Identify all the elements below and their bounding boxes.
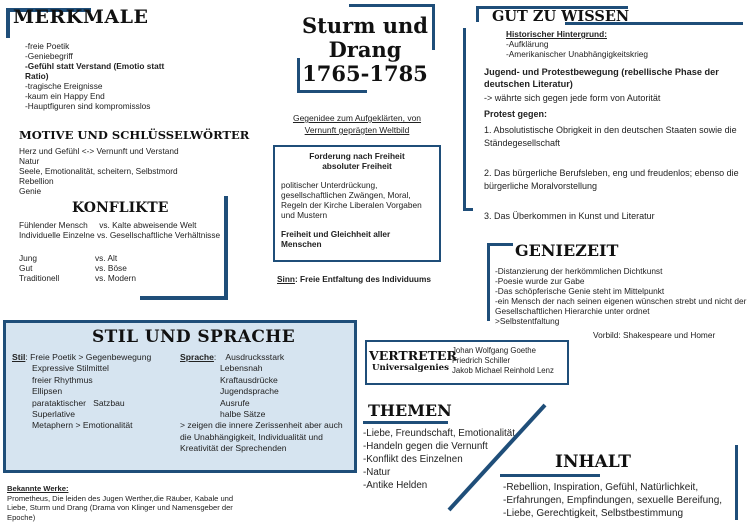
- list-item: Ellipsen: [32, 386, 63, 397]
- stil-label: Stil: [12, 352, 26, 362]
- konflikte-intro-line: Fühlender Mensch vs. Kalte abweisende Welt: [19, 220, 197, 230]
- list-item: -kaum ein Happy End: [25, 91, 105, 101]
- forderung-body: politischer Unterdrückung, gesellschaftlichen Zwängen, Moral, Regeln der Kirche Liberalen Vorgaben und Mustern: [281, 180, 422, 220]
- list-item: -Distanzierung der herkömmlichen Dichtkunst: [495, 266, 663, 276]
- vertreter-title: VERTRETER: [369, 348, 457, 363]
- list-item: -Rebellion, Inspiration, Gefühl, Natürlichkeit,: [503, 482, 699, 493]
- list-item: -Amerikanischer Unabhängigkeitskrieg: [506, 49, 649, 59]
- list-item: freier Rhythmus: [32, 374, 93, 385]
- list-item: -Das schöpferische Genie steht im Mittelpunkt: [495, 286, 665, 296]
- list-item: parataktischer Satzbau: [32, 397, 125, 408]
- vertreter-sub: Universalgenies: [372, 363, 449, 373]
- list-item: Lebensnah: [220, 363, 263, 374]
- sprache-summary: > zeigen die innere Zerissenheit aber auch die Unabhängigkeit, Individualität und Kreativität der Sprechenden: [180, 420, 343, 454]
- list-item: -Liebe, Gerechtigkeit, Selbstbestimmung: [503, 508, 684, 519]
- geniezeit-title: GENIEZEIT: [515, 241, 619, 260]
- gut-jugend-sub: -> währte sich gegen jede form von Autorität: [484, 93, 661, 103]
- konflikt-right: vs. Böse: [95, 263, 127, 273]
- list-item: Rebellion: [19, 176, 54, 186]
- inhalt-title: INHALT: [555, 452, 631, 472]
- list-item: Jugendsprache: [220, 386, 279, 397]
- list-item: halbe Sätze: [220, 409, 266, 420]
- konflikte-title: KONFLIKTE: [72, 200, 169, 216]
- sprache-first-text: : Ausdrucksstark: [213, 352, 285, 362]
- konflikt-right: vs. Alt: [95, 253, 118, 263]
- list-item: Johan Wolfgang Goethe: [452, 346, 536, 355]
- list-item: -Gefühl statt Verstand (Emotio statt Ratio): [25, 61, 165, 81]
- list-item: Metaphern > Emotionalität: [32, 420, 133, 431]
- page-years: 1765-1785: [302, 61, 428, 86]
- list-item: -Antike Helden: [363, 480, 428, 491]
- gut-protest-title: Protest gegen:: [484, 109, 548, 119]
- list-item: -freie Poetik: [25, 41, 70, 51]
- konflikt-left: Jung: [19, 253, 37, 263]
- list-item: Herz und Gefühl <-> Vernunft und Verstand: [19, 146, 179, 156]
- gut-protest-item: 2. Das bürgerliche Berufsleben, eng und freudenlos; ebenso die bürgerliche Moralvorstellung: [484, 168, 739, 191]
- list-item: -Poesie wurde zur Gabe: [495, 276, 585, 286]
- list-item: -Hauptfiguren sind kompromisslos: [25, 101, 151, 111]
- inhalt-list: [503, 481, 743, 520]
- list-item: -Aufklärung: [506, 39, 549, 49]
- stil-first-text: : Freie Poetik > Gegenbewegung: [25, 352, 152, 362]
- list-item: -ein Mensch der nach seinen eigenen wünschen strebt und nicht der Gesellschaftlichen Hierarchie unter ordnet: [495, 296, 747, 316]
- list-item: -Erfahrungen, Empfindungen, sexuelle Bereifung,: [503, 495, 723, 506]
- list-item: Natur: [19, 156, 40, 166]
- werke-text: Prometheus, Die leiden des Jugen Werther,die Räuber, Kabale und Liebe, Sturm und Drang (Drama von Klinger und Namensgeber der Epoche): [7, 493, 234, 522]
- gut-protest-item: 1. Absolutistische Obrigkeit in den deutschen Staaten sowie die Ständegesellschaft: [484, 125, 737, 148]
- sinn-label: Sinn: [277, 274, 295, 284]
- list-item: Friedrich Schiller: [452, 356, 511, 365]
- konflikte-intro-line: Individuelle Einzelne vs. Gesellschaftliche Verhältnisse: [19, 230, 221, 240]
- sprache-label: Sprache: [180, 352, 214, 362]
- list-item: -Liebe, Freundschaft, Emotionalität: [363, 428, 515, 439]
- gut-jugend: Jugend- und Protestbewegung (rebellische Phase der deutschen Literatur): [484, 67, 719, 89]
- stil-title: STIL UND SPRACHE: [92, 327, 296, 347]
- gut-hist-title: Historischer Hintergrund:: [506, 29, 607, 39]
- forderung-footer: Freiheit und Gleichheit aller Menschen: [281, 229, 391, 249]
- list-item: -Konflikt des Einzelnen: [363, 454, 463, 465]
- list-item: >Selbstentfaltung: [495, 316, 560, 326]
- konflikt-left: Traditionell: [19, 273, 60, 283]
- list-item: -Handeln gegen die Vernunft: [363, 441, 488, 452]
- gut-protest-item: 3. Das Überkommen in Kunst und Literatur: [484, 211, 655, 221]
- werke-title: Bekannte Werke:: [7, 484, 69, 493]
- inhalt-underline: [500, 474, 600, 477]
- list-item: Genie: [19, 186, 42, 196]
- list-item: Seele, Emotionalität, scheitern, Selbstmord: [19, 166, 178, 176]
- list-item: Ausrufe: [220, 397, 250, 408]
- konflikt-left: Gut: [19, 263, 33, 273]
- gut-title: GUT ZU WISSEN: [492, 8, 630, 25]
- geniezeit-vorbild: Vorbild: Shakespeare und Homer: [593, 330, 716, 340]
- motive-title: MOTIVE UND SCHLÜSSELWÖRTER: [19, 128, 250, 142]
- list-item: -Natur: [363, 467, 391, 478]
- forderung-title: Forderung nach Freiheit absoluter Freiheit: [309, 151, 405, 171]
- list-item: -tragische Ereignisse: [25, 81, 103, 91]
- page-title-line: Drang: [328, 37, 402, 62]
- sinn-text: : Freie Entfaltung des Individuums: [294, 274, 431, 284]
- page-title-line: Sturm und: [302, 13, 428, 38]
- page-subtitle-line: Gegenidee zum Aufgeklärten, von: [292, 113, 422, 123]
- konflikt-right: vs. Modern: [95, 273, 137, 283]
- themen-title: THEMEN: [368, 401, 452, 420]
- list-item: -Geniebegriff: [25, 51, 73, 61]
- list-item: Kraftausdrücke: [220, 374, 278, 385]
- merkmale-title: MERKMALE: [13, 6, 149, 28]
- list-item: Superlative: [32, 409, 75, 420]
- list-item: Jakob Michael Reinhold Lenz: [452, 366, 554, 375]
- page-subtitle-line: Vernunft geprägten Weltbild: [304, 125, 410, 135]
- list-item: Expressive Stilmittel: [32, 363, 109, 374]
